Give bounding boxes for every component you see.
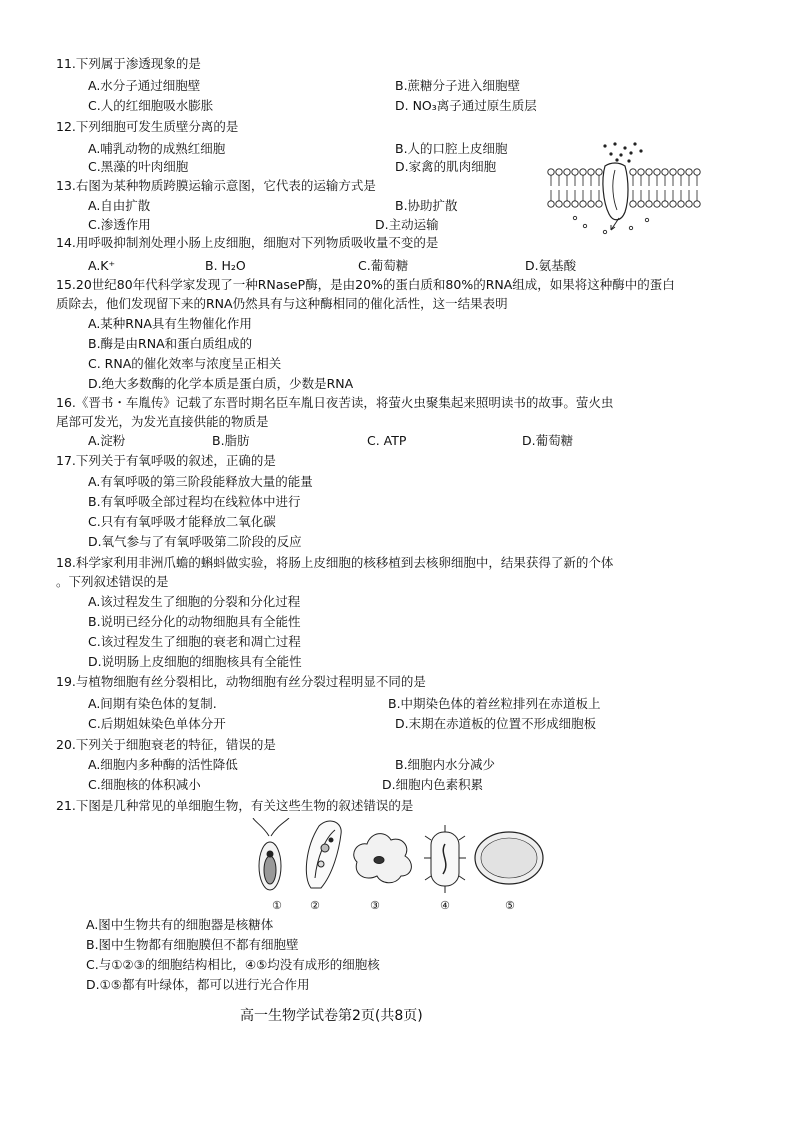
solute-particles: [603, 142, 642, 162]
q13-option-c: C.渗透作用: [88, 217, 151, 232]
q15-option-d: D.绝大多数酶的化学本质是蛋白质，少数是RNA: [88, 376, 354, 391]
q15-stem-line2: 质除去，他们发现留下来的RNA仍然具有与这种酶相同的催化活性，这一结果表明: [56, 296, 508, 311]
q13-option-b: B.协助扩散: [395, 198, 458, 213]
organism-4-bacterium: [424, 825, 466, 893]
q14-stem: 14.用呼吸抑制剂处理小肠上皮细胞，细胞对下列物质吸收量不变的是: [56, 235, 439, 250]
q14-option-b: B. H₂O: [205, 258, 246, 273]
q17-option-b: B.有氧呼吸全部过程均在线粒体中进行: [88, 494, 301, 509]
q15-stem-line1: 15.20世纪80年代科学家发现了一种RNaseP酶，是由20%的蛋白质和80%的RNA组成，如果将这种酶中的蛋白: [56, 277, 675, 292]
q16-option-d: D.葡萄糖: [522, 433, 574, 448]
q13-stem: 13.右图为某种物质跨膜运输示意图，它代表的运输方式是: [56, 178, 376, 193]
q12-option-c: C.黑藻的叶肉细胞: [88, 159, 189, 174]
q16-option-b: B.脂肪: [212, 433, 250, 448]
q18-option-b: B.说明已经分化的动物细胞具有全能性: [88, 614, 301, 629]
q16-stem-line2: 尾部可发光，为发光直接供能的物质是: [56, 414, 269, 429]
organism-2-paramecium: [306, 821, 341, 888]
q12-option-b: B.人的口腔上皮细胞: [395, 141, 508, 156]
q21-option-b: B.图中生物都有细胞膜但不都有细胞壁: [86, 937, 299, 952]
q14-option-c: C.葡萄糖: [358, 258, 409, 273]
q17-option-a: A.有氧呼吸的第三阶段能释放大量的能量: [88, 474, 313, 489]
q20-option-a: A.细胞内多种酶的活性降低: [88, 757, 238, 772]
q14-option-d: D.氨基酸: [525, 258, 577, 273]
q16-option-a: A.淀粉: [88, 433, 126, 448]
q17-stem: 17.下列关于有氧呼吸的叙述，正确的是: [56, 453, 276, 468]
q21-option-d: D.①⑤都有叶绿体，都可以进行光合作用: [86, 977, 310, 992]
membrane-transport-figure: [545, 140, 705, 240]
figure-label-2: ②: [310, 899, 320, 912]
q15-option-b: B.酶是由RNA和蛋白质组成的: [88, 336, 253, 351]
q19-option-a: A.间期有染色体的复制.: [88, 696, 217, 711]
q12-option-d: D.家禽的肌肉细胞: [395, 159, 497, 174]
organism-5-cell: [475, 832, 543, 884]
figure-label-4: ④: [440, 899, 450, 912]
q12-stem: 12.下列细胞可发生质壁分离的是: [56, 119, 239, 134]
q18-stem-line1: 18.科学家利用非洲爪蟾的蝌蚪做实验，将肠上皮细胞的核移植到去核卵细胞中，结果获得了新的个体: [56, 555, 614, 570]
q20-option-c: C.细胞核的体积减小: [88, 777, 201, 792]
page-footer: 高一生物学试卷第2页(共8页): [240, 1008, 423, 1024]
q19-option-b: B.中期染色体的着丝粒排列在赤道板上: [388, 696, 601, 711]
q13-option-a: A.自由扩散: [88, 198, 151, 213]
q21-stem: 21.下图是几种常见的单细胞生物，有关这些生物的叙述错误的是: [56, 798, 414, 813]
q20-option-d: D.细胞内色素积累: [382, 777, 484, 792]
q11-option-b: B.蔗糖分子进入细胞壁: [395, 78, 521, 93]
q11-option-c: C.人的红细胞吸水膨胀: [88, 98, 214, 113]
q21-option-c: C.与①②③的细胞结构相比，④⑤均没有成形的细胞核: [86, 957, 380, 972]
q17-option-d: D.氧气参与了有氧呼吸第二阶段的反应: [88, 534, 302, 549]
q11-option-a: A.水分子通过细胞壁: [88, 78, 201, 93]
q14-option-a: A.K⁺: [88, 258, 116, 273]
single-cell-organisms-figure: [245, 818, 550, 896]
q17-option-c: C.只有有氧呼吸才能释放二氧化碳: [88, 514, 276, 529]
figure-label-5: ⑤: [505, 899, 515, 912]
figure-label-1: ①: [272, 899, 282, 912]
q18-option-c: C.该过程发生了细胞的衰老和凋亡过程: [88, 634, 301, 649]
q19-option-d: D.末期在赤道板的位置不形成细胞板: [395, 716, 597, 731]
q16-stem-line1: 16.《晋书・车胤传》记载了东晋时期名臣车胤日夜苦读，将萤火虫聚集起来照明读书的故事。萤火虫: [56, 395, 614, 410]
q21-option-a: A.图中生物共有的细胞器是核糖体: [86, 917, 274, 932]
organism-1-chlamydomonas: [253, 818, 289, 890]
q18-stem-line2: 。下列叙述错误的是: [56, 574, 169, 589]
q18-option-d: D.说明肠上皮细胞的细胞核具有全能性: [88, 654, 302, 669]
q13-option-d: D.主动运输: [375, 217, 439, 232]
q19-option-c: C.后期姐妹染色单体分开: [88, 716, 226, 731]
organism-3-amoeba: [354, 834, 412, 883]
q18-option-a: A.该过程发生了细胞的分裂和分化过程: [88, 594, 301, 609]
q20-stem: 20.下列关于细胞衰老的特征，错误的是: [56, 737, 276, 752]
carrier-protein: [603, 163, 628, 220]
q15-option-a: A.某种RNA具有生物催化作用: [88, 316, 252, 331]
q16-option-c: C. ATP: [367, 433, 407, 448]
q20-option-b: B.细胞内水分减少: [395, 757, 496, 772]
q11-option-d: D. NO₃离子通过原生质层: [395, 98, 537, 113]
q19-stem: 19.与植物细胞有丝分裂相比，动物细胞有丝分裂过程明显不同的是: [56, 674, 426, 689]
q12-option-a: A.哺乳动物的成熟红细胞: [88, 141, 226, 156]
q15-option-c: C. RNA的催化效率与浓度呈正相关: [88, 356, 282, 371]
q11-stem: 11.下列属于渗透现象的是: [56, 56, 201, 71]
figure-label-3: ③: [370, 899, 380, 912]
